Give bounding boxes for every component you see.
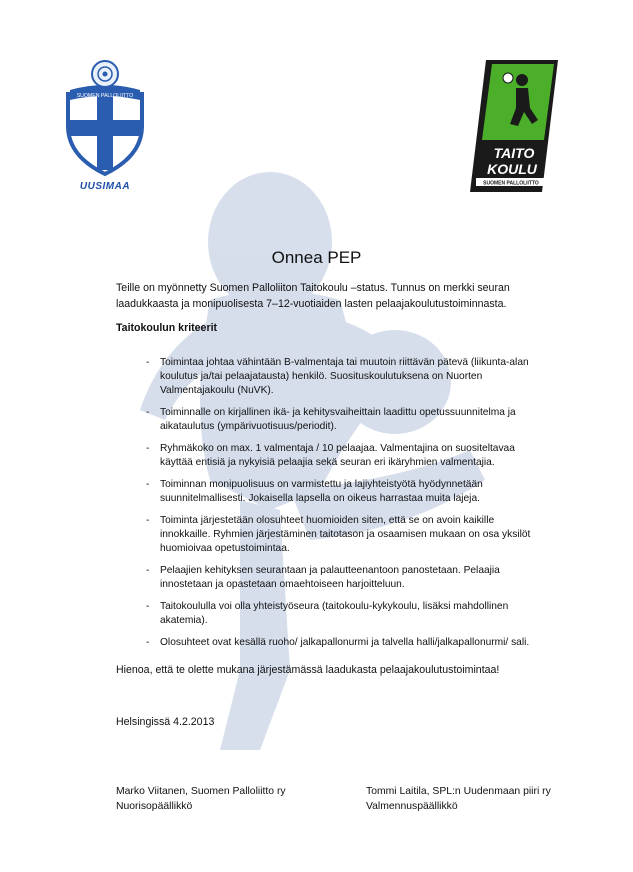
criteria-list — [146, 356, 536, 658]
list-dash: - — [146, 515, 150, 526]
signer-title: Valmennuspäällikkö — [366, 801, 458, 812]
signer-name: Marko Viitanen, Suomen Palloliitto ry — [116, 786, 286, 797]
list-item — [146, 442, 536, 470]
signer-name: Tommi Laitila, SPL:n Uudenmaan piiri ry — [366, 786, 551, 797]
list-item — [146, 356, 536, 398]
region-label: UUSIMAA — [79, 181, 131, 192]
list-item — [146, 600, 536, 628]
list-dash: - — [146, 601, 150, 612]
page-title: Onnea PEP — [271, 248, 362, 267]
signature-right — [366, 784, 551, 814]
intro-paragraph: Teille on myönnetty Suomen Palloliiton Taitokoulu –status. Tunnus on merkki seuran laadukkaasta ja monipuolisesta 7–12-vuotiaiden lasten pelaajakoulutustoiminnasta. — [116, 282, 510, 310]
list-item — [146, 636, 536, 650]
criteria-text: Ryhmäkoko on max. 1 valmentaja / 10 pelaajaa. Valmentajina on suositeltavaa käyttää entisiä ja nykyisiä pelaajia sekä seuran eri ikäryhmien valmentajia. — [160, 443, 515, 468]
list-item — [146, 406, 536, 434]
taitokoulu-tagline: SUOMEN PALLOLIITTO — [483, 180, 539, 187]
list-dash: - — [146, 357, 150, 368]
list-dash: - — [146, 565, 150, 576]
list-item — [146, 514, 536, 556]
list-dash: - — [146, 407, 150, 418]
list-item — [146, 564, 536, 592]
criteria-text: Pelaajien kehityksen seurantaan ja palautteenantoon panostetaan. Pelaajia innostetaan ja opastetaan omaehtoiseen harjoitteluun. — [160, 565, 500, 590]
closing-paragraph: Hienoa, että te olette mukana järjestämässä laadukasta pelaajakoulutustoimintaa! — [116, 664, 500, 676]
list-dash: - — [146, 637, 150, 648]
taitokoulu-logo — [466, 56, 560, 196]
list-item — [146, 478, 536, 506]
list-dash: - — [146, 479, 150, 490]
signer-title: Nuorisopäällikkö — [116, 801, 193, 812]
criteria-heading: Taitokoulun kriteerit — [116, 322, 218, 334]
place-date: Helsingissä 4.2.2013 — [116, 716, 215, 728]
criteria-text: Toimintaa johtaa vähintään B-valmentaja tai muutoin riittävän pätevä (liikunta-alan koulutus ja/tai pelaajatausta) henkilö. Suosituskoulutuksena on Nuorten Valmentajakoulu (NuVK). — [160, 357, 529, 396]
signature-left — [116, 784, 286, 814]
criteria-text: Taitokoululla voi olla yhteistyöseura (taitokoulu-kykykoulu, lisäksi mahdollinen akatemia). — [160, 601, 509, 626]
taitokoulu-line1: TAITO — [493, 145, 535, 161]
crest-shield-icon — [64, 56, 146, 178]
crest-text: SUOMEN PALLOLIITTO — [76, 93, 134, 99]
criteria-text: Olosuhteet ovat kesällä ruoho/ jalkapallonurmi ja talvella halli/jalkapallonurmi/ sali. — [160, 637, 530, 648]
criteria-text: Toiminta järjestetään olosuhteet huomioiden siten, että se on avoin kaikille innokkaille. Ryhmien järjestäminen taitotason ja osaamisen mukaan on osa yksilöt huomioivaa opetustoimintaa. — [160, 515, 531, 554]
taitokoulu-line2: KOULU — [487, 161, 537, 177]
criteria-text: Toiminnan monipuolisuus on varmistettu ja lajiyhteistyötä hyödynnetään suunnitelmallisesti. Jokaisella lapsella on oikeus harrastaa muita lajeja. — [160, 479, 483, 504]
taitokoulu-badge-icon — [466, 56, 560, 196]
criteria-text: Toiminnalle on kirjallinen ikä- ja kehitysvaiheittain laadittu opetussuunnitelma ja aikataulutus (ympärivuotisuus/periodit). — [160, 407, 516, 432]
suomen-palloliitto-logo — [64, 56, 146, 196]
list-dash: - — [146, 443, 150, 454]
